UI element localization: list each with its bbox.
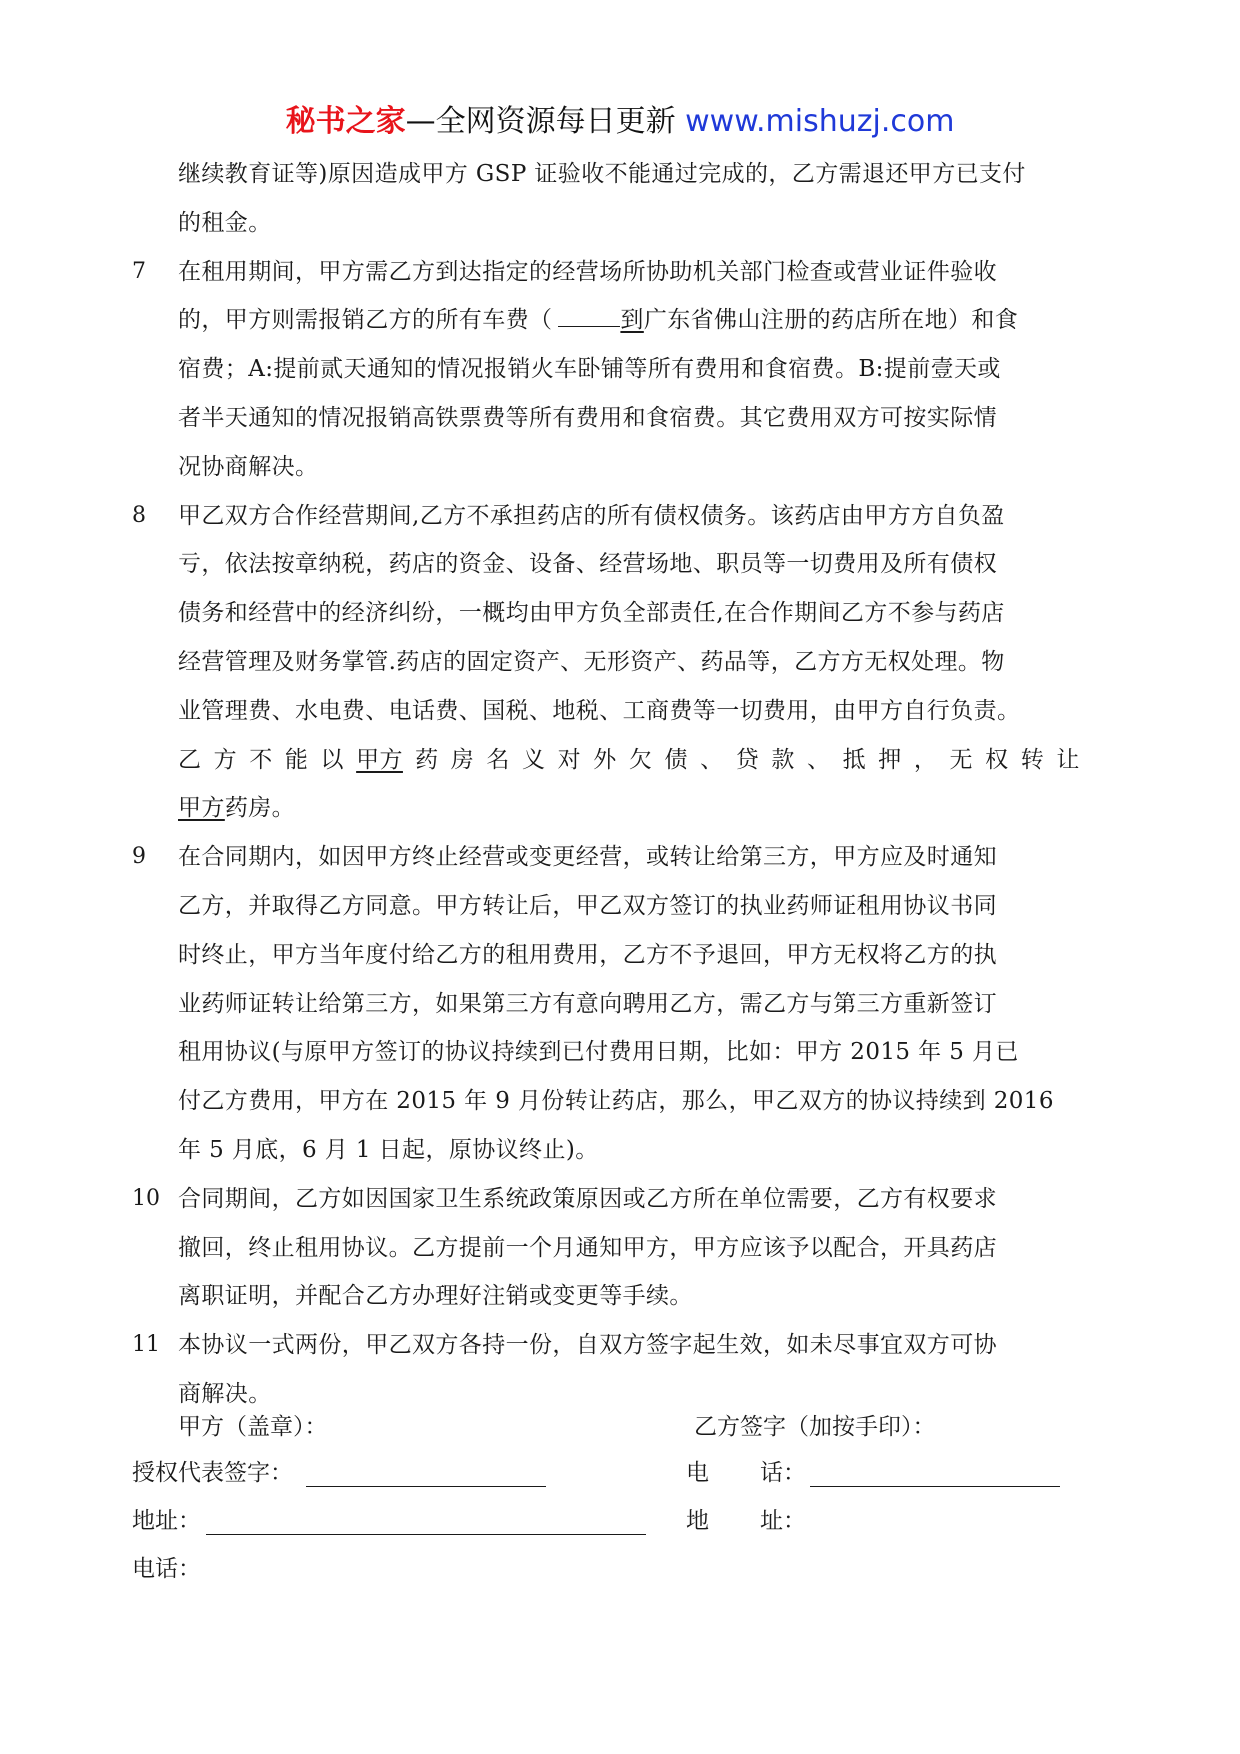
text-line: 经营管理及财务掌管.药店的固定资产、无形资产、药品等，乙方方无权处理。物 [178, 648, 1005, 675]
clause-10 [0, 1175, 1240, 1321]
text-line: 付乙方费用，甲方在 2015 年 9 月份转让药店，那么，甲乙双方的协议持续到 2016 [178, 1088, 1054, 1115]
clause-11 [0, 1321, 1240, 1419]
spread-char: 转 [1020, 746, 1045, 773]
rep-sign-line[interactable] [306, 1486, 546, 1487]
spread-char: 乙 [178, 746, 202, 773]
banner-site-name: 秘书之家 [285, 104, 406, 139]
spread-char: 以 [320, 746, 344, 773]
clause-number: 7 [132, 258, 146, 284]
spread-char: 名 [486, 746, 510, 773]
text-segment: 药房。 [224, 795, 296, 822]
clause-8 [0, 492, 1240, 834]
address-a-label: 地址： [132, 1508, 201, 1534]
spread-char: 、 [807, 746, 831, 773]
text-segment: 的，甲方则需报销乙方的所有车费（ [178, 307, 553, 334]
text-line: 合同期间，乙方如因国家卫生系统政策原因或乙方所在单位需要，乙方有权要求 [178, 1185, 997, 1212]
text-line: 撤回，终止租用协议。乙方提前一个月通知甲方，甲方应该予以配合，开具药店 [178, 1234, 997, 1261]
spread-char: 不 [249, 746, 273, 773]
spread-char: ， [913, 746, 938, 773]
text-segment: 广东省佛山注册的药店所在地）和食 [643, 307, 1019, 334]
spread-char: 房 [450, 746, 475, 773]
underlined-word: 甲方 [178, 795, 225, 822]
fill-in-blank [558, 325, 620, 327]
clause-number: 11 [132, 1332, 160, 1358]
address-b-label-part2: 址： [760, 1508, 806, 1534]
clause-continuation [0, 150, 1240, 248]
text-line: 离职证明，并配合乙方办理好注销或变更等手续。 [178, 1283, 693, 1310]
text-line: 继续教育证等)原因造成甲方 GSP 证验收不能通过完成的，乙方需退还甲方已支付 [178, 161, 1026, 187]
banner-url-link[interactable]: www.mishuzj.com [685, 104, 955, 139]
spread-char: 债 [664, 746, 688, 773]
text-line: 租用协议(与原甲方签订的协议持续到已付费用日期，比如：甲方 2015 年 5 月已 [178, 1039, 1019, 1066]
clause-number: 9 [132, 844, 146, 870]
spread-char: 、 [700, 746, 724, 773]
spread-char: 押 [878, 746, 902, 773]
spread-char: 方 [213, 746, 238, 773]
clause-number: 8 [132, 502, 146, 528]
address-a-line[interactable] [206, 1534, 646, 1535]
spread-char: 外 [593, 746, 617, 773]
spread-char: 能 [284, 746, 309, 773]
phone-a-label: 电话： [132, 1556, 201, 1582]
spread-char: 对 [557, 746, 582, 773]
clause-number: 10 [132, 1185, 160, 1211]
text-line [178, 296, 1080, 345]
spread-char: 无 [949, 746, 973, 773]
text-line: 业药师证转让给第三方，如果第三方有意向聘用乙方，需乙方与第三方重新签订 [178, 990, 997, 1017]
party-a-seal-label: 甲方（盖章）： [178, 1414, 328, 1440]
spread-char: 药 [415, 746, 439, 773]
spread-char: 抵 [842, 746, 867, 773]
phone-b-label-part2: 话： [760, 1460, 806, 1486]
text-line: 商解决。 [178, 1380, 272, 1407]
text-line: 乙方，并取得乙方同意。甲方转让后，甲乙双方签订的执业药师证租用协议书同 [178, 892, 997, 919]
spread-char: 款 [771, 746, 795, 773]
contract-body [0, 150, 1240, 1419]
text-line: 在合同期内，如因甲方终止经营或变更经营，或转让给第三方，甲方应及时通知 [178, 844, 997, 871]
spread-char: 让 [1056, 746, 1080, 773]
text-line [178, 784, 1080, 833]
site-banner [0, 102, 1240, 142]
text-line: 况协商解决。 [178, 453, 319, 480]
spread-char: 欠 [628, 746, 653, 773]
text-line: 甲乙双方合作经营期间,乙方不承担药店的所有债权债务。该药店由甲方方自负盈 [178, 502, 1005, 529]
spread-char: 贷 [735, 746, 760, 773]
text-line: 的租金。 [178, 209, 272, 236]
text-line: 亏，依法按章纳税，药店的资金、设备、经营场地、职员等一切费用及所有债权 [178, 551, 997, 578]
text-line: 在租用期间，甲方需乙方到达指定的经营场所协助机关部门检查或营业证件验收 [178, 258, 997, 285]
clause-7 [0, 248, 1240, 492]
spread-text-line [178, 736, 1080, 785]
party-b-sign-label: 乙方签字（加按手印）： [694, 1414, 936, 1440]
phone-b-line[interactable] [810, 1486, 1060, 1487]
spread-char: 权 [985, 746, 1009, 773]
rep-sign-label: 授权代表签字： [132, 1460, 293, 1486]
text-line: 本协议一式两份，甲乙双方各持一份，自双方签字起生效，如未尽事宜双方可协 [178, 1332, 997, 1359]
spread-char: 义 [522, 746, 546, 773]
text-line: 时终止，甲方当年度付给乙方的租用费用，乙方不予退回，甲方无权将乙方的执 [178, 941, 997, 968]
text-line: 宿费；A:提前贰天通知的情况报销火车卧铺等所有费用和食宿费。B:提前壹天或 [178, 356, 1001, 383]
text-line: 者半天通知的情况报销高铁票费等所有费用和食宿费。其它费用双方可按实际情 [178, 404, 997, 431]
address-b-label-part1: 地 [686, 1508, 709, 1534]
text-line: 业管理费、水电费、电话费、国税、地税、工商费等一切费用，由甲方自行负责。 [178, 697, 1021, 724]
banner-tagline: —全网资源每日更新 [405, 104, 676, 139]
clause-9 [0, 833, 1240, 1175]
text-line: 债务和经营中的经济纠纷，一概均由甲方负全部责任,在合作期间乙方不参与药店 [178, 600, 1005, 627]
underlined-word: 到 [620, 307, 644, 334]
spread-char: 甲方 [356, 746, 403, 773]
text-line: 年 5 月底，6 月 1 日起，原协议终止)。 [178, 1136, 599, 1163]
phone-b-label-part1: 电 [686, 1460, 709, 1486]
